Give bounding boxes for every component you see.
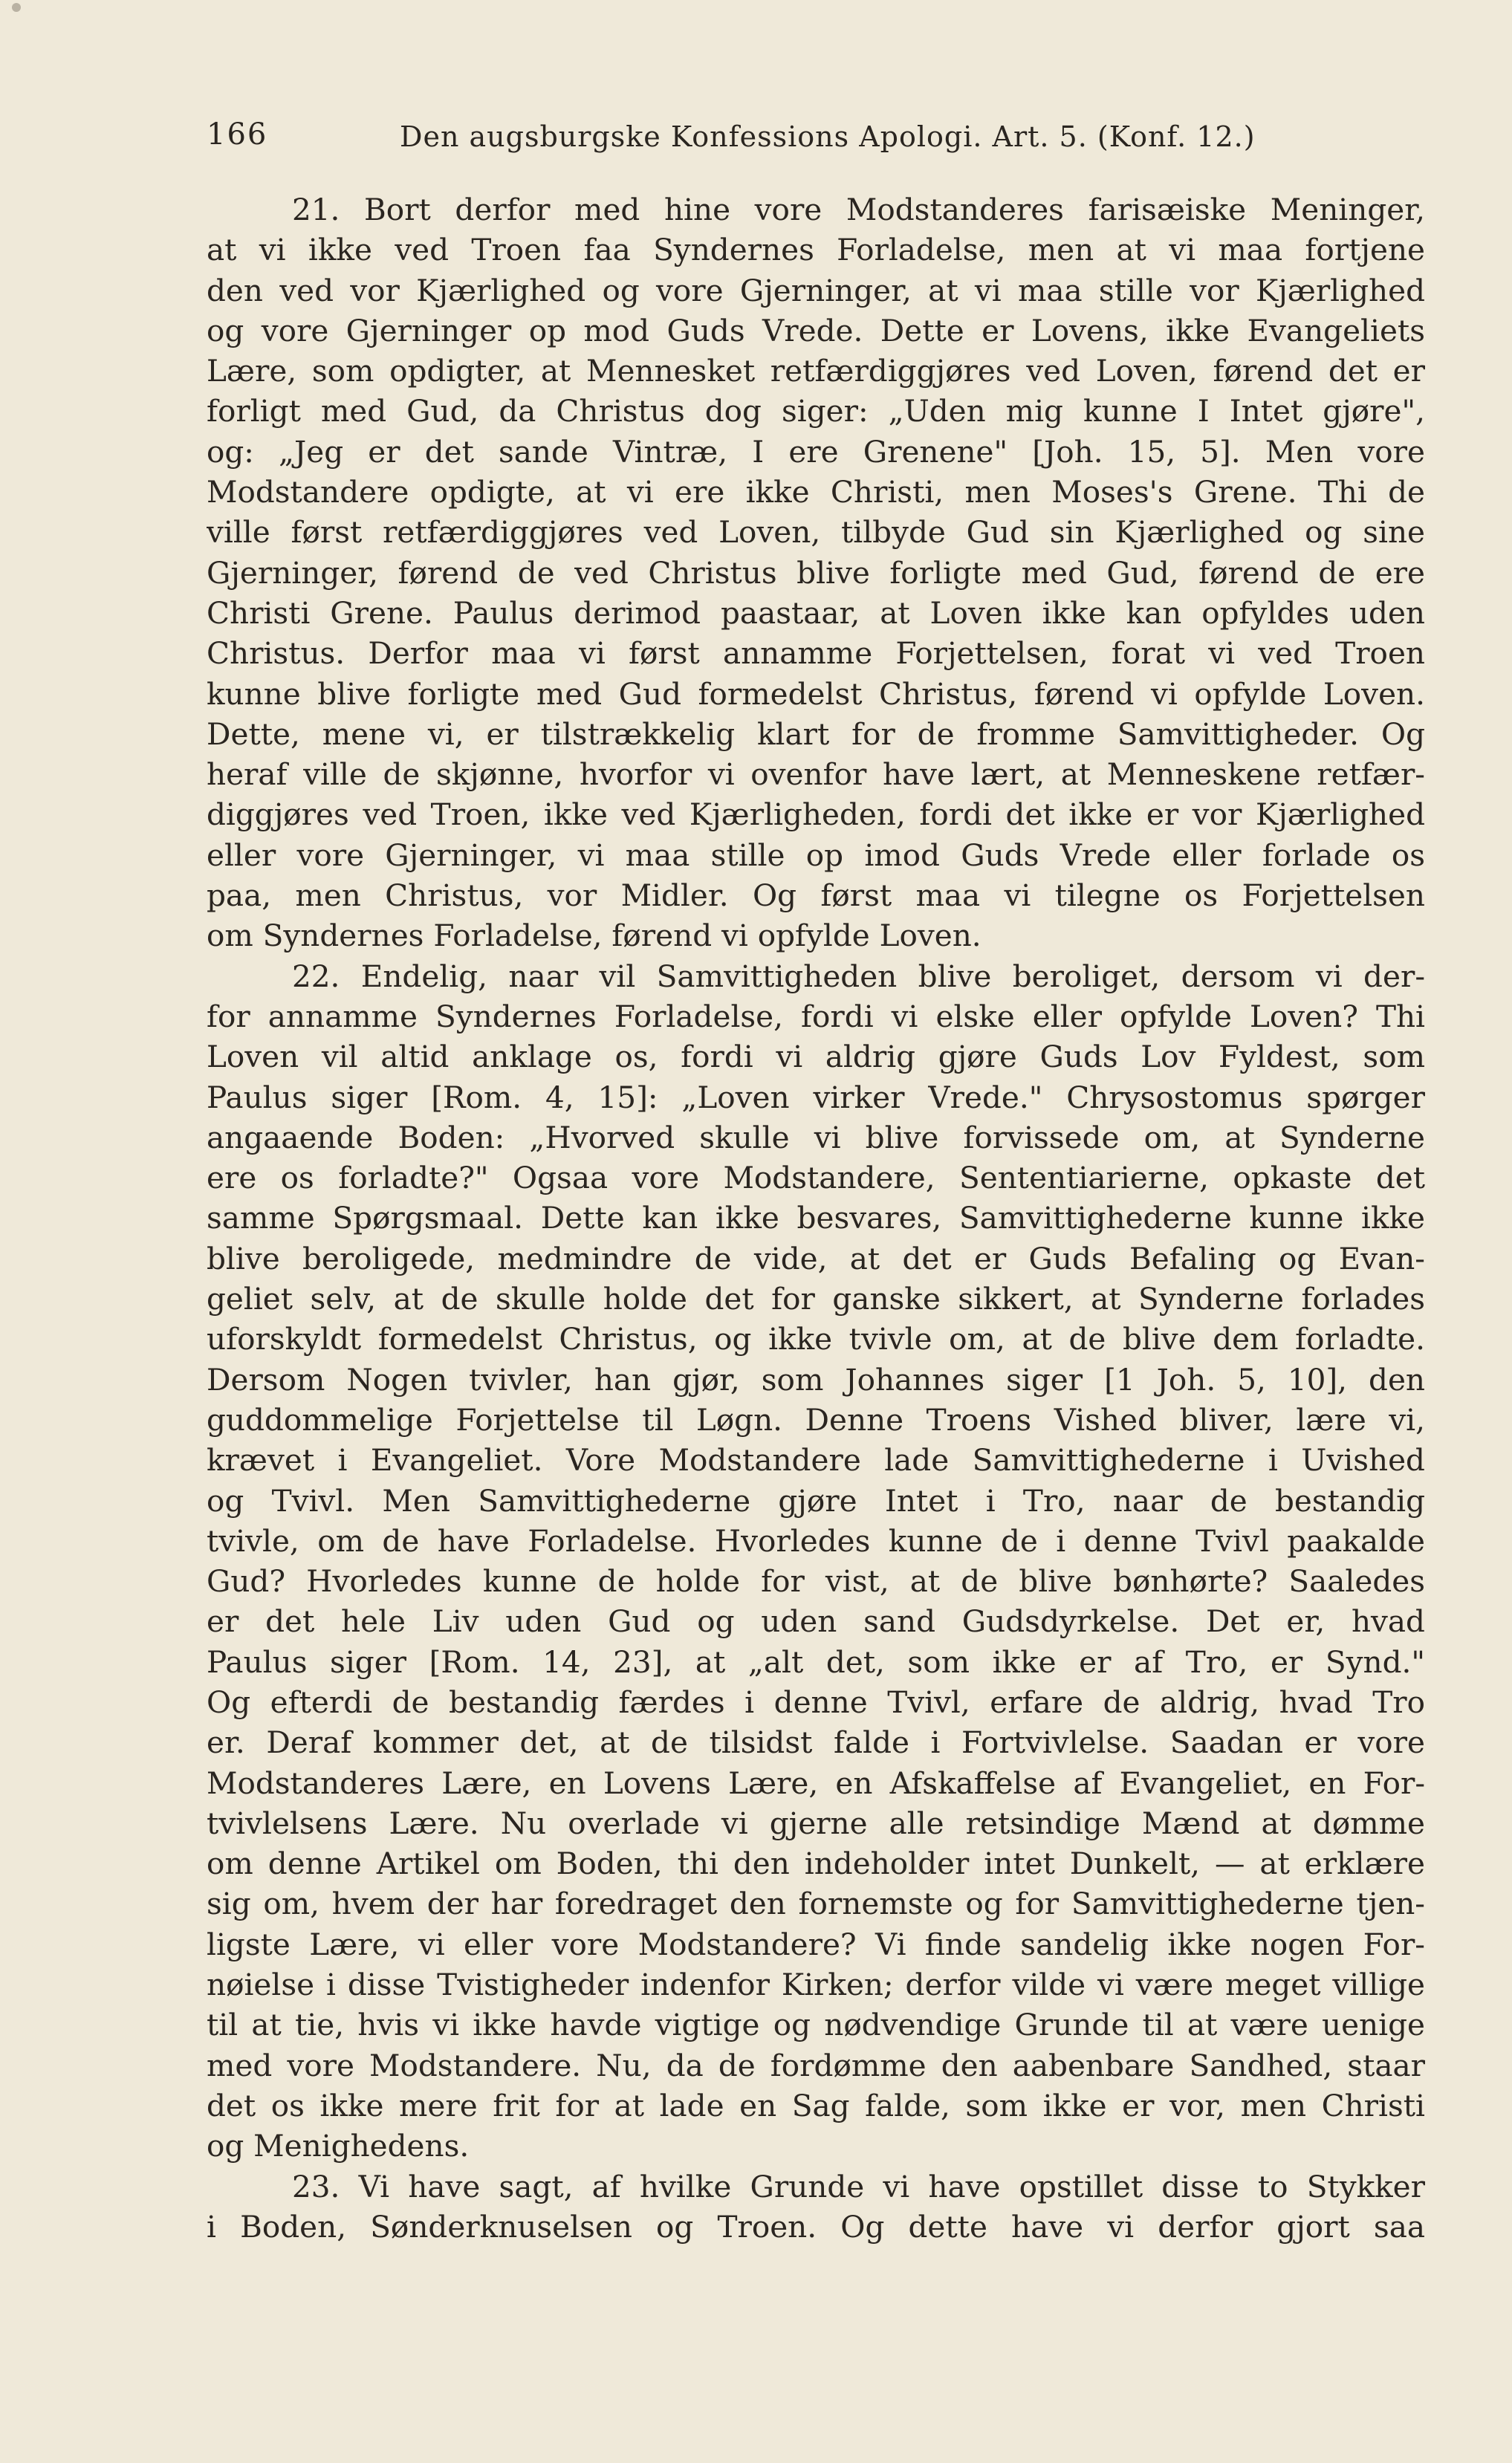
text-line: ville først retfærdiggjøres ved Loven, tilbyde Gud sin Kjærlighed og sine (207, 514, 1425, 551)
text-line: for annamme Syndernes Forladelse, fordi vi elske eller opfylde Loven? Thi (207, 998, 1425, 1034)
text-line: og Menighedens. (207, 2128, 470, 2164)
text-line: om denne Artikel om Boden, thi den indeholder intet Dunkelt, — at erklære (207, 1846, 1425, 1882)
text-line: krævet i Evangeliet. Vore Modstandere lade Samvittighederne i Uvished (207, 1442, 1425, 1479)
text-line: angaaende Boden: „Hvorved skulle vi blive forvissede om, at Synderne (207, 1119, 1425, 1155)
text-line: paa, men Christus, vor Midler. Og først maa vi tilegne os Forjettelsen (207, 877, 1425, 914)
text-line: sig om, hvem der har foredraget den fornemste og for Samvittighederne tjen- (207, 1886, 1425, 1922)
text-line: Lære, som opdigter, at Mennesket retfærdiggjøres ved Loven, førend det er (207, 353, 1425, 389)
page-header (207, 117, 1321, 162)
text-line: 22. Endelig, naar vil Samvittigheden blive beroliget, dersom vi der- (292, 958, 1425, 994)
text-line: blive beroligede, medmindre de vide, at det er Guds Befaling og Evan- (207, 1240, 1425, 1276)
text-line: Gud? Hvorledes kunne de holde for vist, at de blive bønhørte? Saaledes (207, 1563, 1425, 1600)
body-text (207, 189, 1425, 2247)
text-line: 23. Vi have sagt, af hvilke Grunde vi have opstillet disse to Stykker (292, 2168, 1425, 2204)
text-line: 21. Bort derfor med hine vore Modstanderes farisæiske Meninger, (292, 192, 1425, 227)
text-line: diggjøres ved Troen, ikke ved Kjærligheden, fordi det ikke er vor Kjærlighed (207, 796, 1425, 833)
text-line: Paulus siger [Rom. 14, 23], at „alt det, som ikke er af Tro, er Synd." (207, 1643, 1425, 1680)
text-line: heraf ville de skjønne, hvorfor vi ovenfor have lært, at Menneskene retfær- (207, 756, 1425, 793)
text-line: uforskyldt formedelst Christus, og ikke tvivle om, at de blive dem forladte. (207, 1321, 1425, 1357)
text-line: Paulus siger [Rom. 4, 15]: „Loven virker Vrede." Chrysostomus spørger (207, 1079, 1425, 1115)
text-line: Modstandere opdigte, at vi ere ikke Christi, men Moses's Grene. Thi de (207, 474, 1425, 510)
text-line: tvivle, om de have Forladelse. Hvorledes kunne de i denne Tvivl paakalde (207, 1522, 1425, 1559)
text-line: er. Deraf kommer det, at de tilsidst falde i Fortvivlelse. Saadan er vore (207, 1724, 1425, 1761)
text-line: den ved vor Kjærlighed og vore Gjerninger, at vi maa stille vor Kjærlighed (207, 272, 1425, 308)
text-line: geliet selv, at de skulle holde det for ganske sikkert, at Synderne forlades (207, 1281, 1425, 1317)
text-line: ligste Lære, vi eller vore Modstandere? Vi finde sandelig ikke nogen For- (207, 1926, 1425, 1962)
text-line: Christus. Derfor maa vi først annamme Forjettelsen, forat vi ved Troen (207, 635, 1425, 672)
text-line: Christi Grene. Paulus derimod paastaar, at Loven ikke kan opfyldes uden (207, 594, 1425, 631)
text-line: Dette, mene vi, er tilstrækkelig klart for de fromme Samvittigheder. Og (207, 715, 1425, 752)
text-line: tvivlelsens Lære. Nu overlade vi gjerne alle retsindige Mænd at dømme (207, 1805, 1425, 1841)
text-line: guddommelige Forjettelse til Løgn. Denne Troens Vished bliver, lære vi, (207, 1401, 1425, 1438)
text-line: i Boden, Sønderknuselsen og Troen. Og dette have vi derfor gjort saa (207, 2208, 1425, 2245)
text-line: samme Spørgsmaal. Dette kan ikke besvares, Samvittighederne kunne ikke (207, 1200, 1425, 1236)
text-line: og: „Jeg er det sande Vintræ, I ere Grenene" [Joh. 15, 5]. Men vore (207, 433, 1425, 470)
page-number: 166 (207, 117, 268, 152)
text-line: eller vore Gjerninger, vi maa stille op imod Guds Vrede eller forlade os (207, 837, 1425, 873)
text-line: ere os forladte?" Ogsaa vore Modstandere, Sententiarierne, opkaste det (207, 1160, 1425, 1196)
text-line: det os ikke mere frit for at lade en Sag falde, som ikke er vor, men Christi (207, 2087, 1425, 2123)
text-line: nøielse i disse Tvistigheder indenfor Kirken; derfor vilde vi være meget villige (207, 1967, 1425, 2003)
text-line: om Syndernes Forladelse, førend vi opfylde Loven. (207, 918, 981, 954)
text-line: at vi ikke ved Troen faa Syndernes Forladelse, men at vi maa fortjene (207, 232, 1425, 268)
text-line: med vore Modstandere. Nu, da de fordømme den aabenbare Sandhed, staar (207, 2047, 1425, 2083)
text-line: Og efterdi de bestandig færdes i denne Tvivl, erfare de aldrig, hvad Tro (207, 1684, 1425, 1720)
text-line: Loven vil altid anklage os, fordi vi aldrig gjøre Guds Lov Fyldest, som (207, 1039, 1425, 1075)
ink-spot (12, 3, 21, 12)
text-line: kunne blive forligte med Gud formedelst Christus, førend vi opfylde Loven. (207, 675, 1425, 712)
text-line: Dersom Nogen tvivler, han gjør, som Johannes siger [1 Joh. 5, 10], den (207, 1361, 1425, 1398)
text-line: Modstanderes Lære, en Lovens Lære, en Afskaffelse af Evangeliet, en For- (207, 1765, 1425, 1801)
text-line: forligt med Gud, da Christus dog siger: „Uden mig kunne I Intet gjøre", (207, 393, 1425, 429)
running-head: Den augsburgske Konfessions Apologi. Art. 5. (Konf. 12.) (400, 120, 1256, 153)
text-line: Gjerninger, førend de ved Christus blive forligte med Gud, førend de ere (207, 554, 1425, 591)
text-line: er det hele Liv uden Gud og uden sand Gudsdyrkelse. Det er, hvad (207, 1603, 1425, 1640)
text-line: og vore Gjerninger op mod Guds Vrede. Dette er Lovens, ikke Evangeliets (207, 312, 1425, 348)
text-line: og Tvivl. Men Samvittighederne gjøre Intet i Tro, naar de bestandig (207, 1482, 1425, 1519)
text-line: til at tie, hvis vi ikke havde vigtige og nødvendige Grunde til at være uenige (207, 2007, 1425, 2043)
